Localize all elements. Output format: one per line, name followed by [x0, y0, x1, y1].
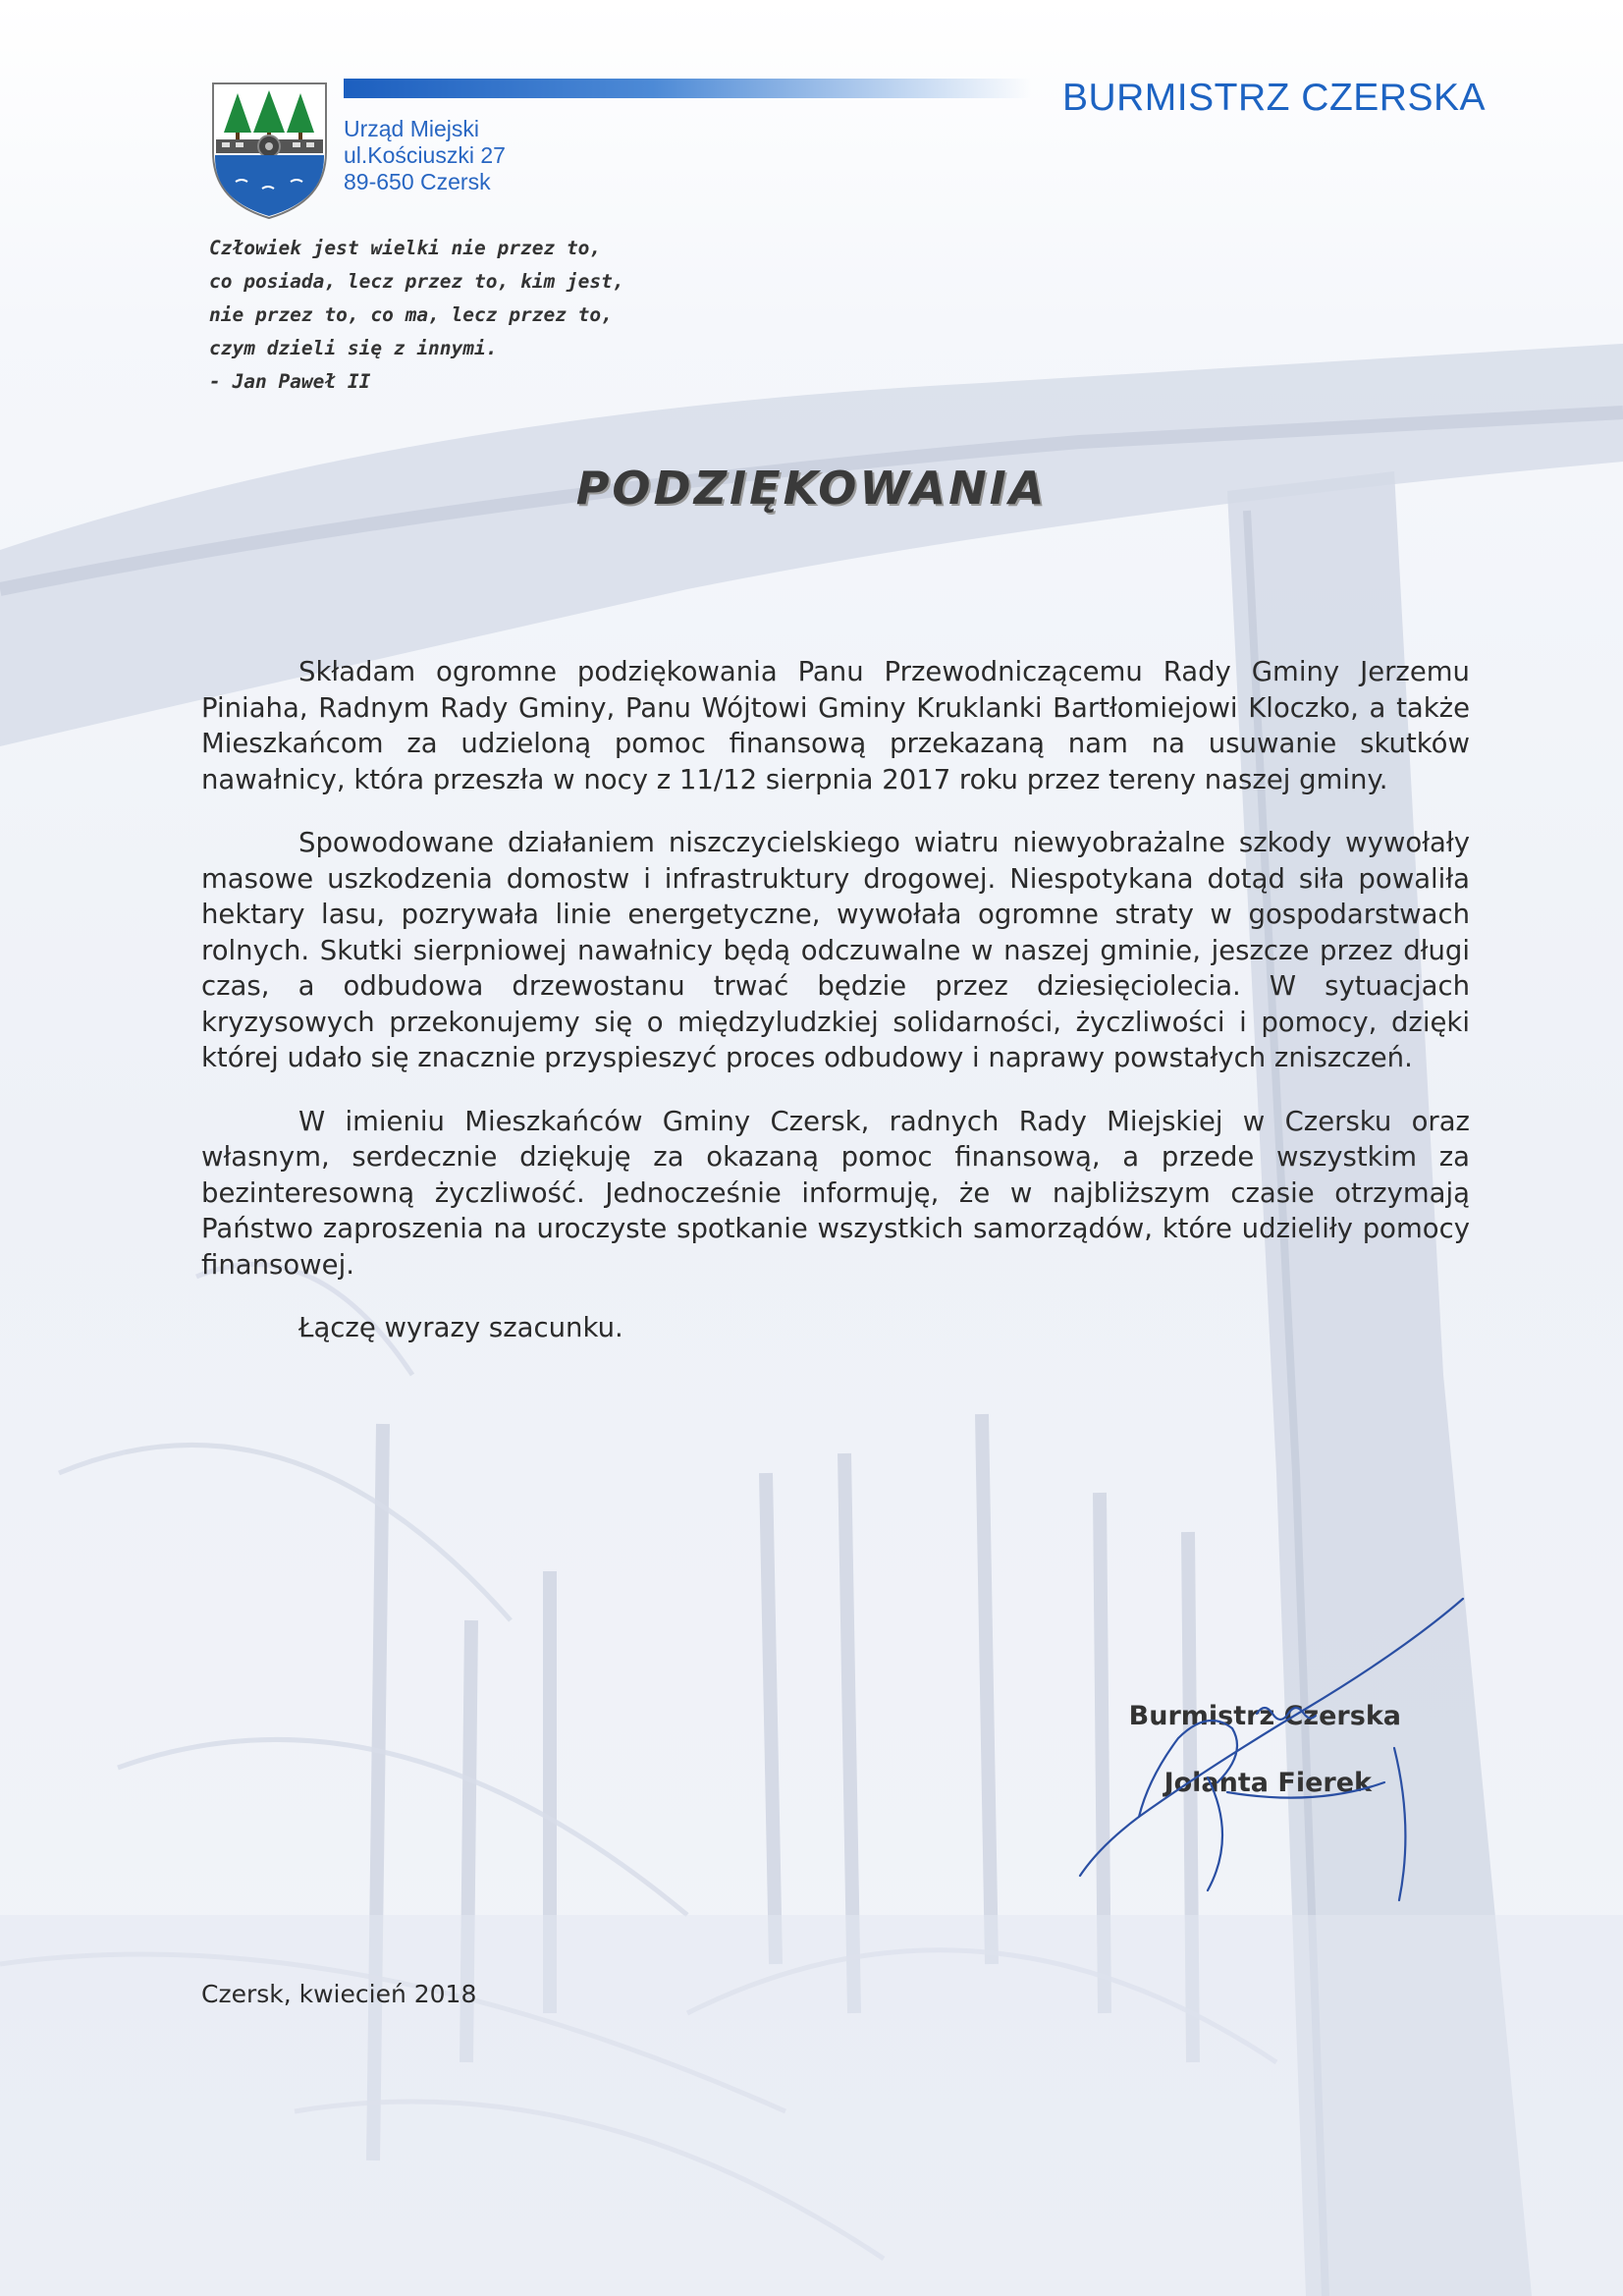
letter-body: [201, 654, 1470, 1346]
body-paragraph: W imieniu Mieszkańców Gminy Czersk, radnych Rady Miejskiej w Czersku oraz własnym, serdecznie dziękuję za okazaną pomoc finansową, a przede wszystkim za bezinteresowną życzliwość. Jednocześnie informuję, że w najbliższym czasie otrzymają Państwo zaproszenia na uroczyste spotkanie wszystkich samorządów, które udzieliły pomocy finansowej.: [201, 1105, 1470, 1281]
czersk-coat-of-arms-icon: [208, 79, 331, 221]
signatory-name: Jolanta Fierek: [1163, 1768, 1372, 1798]
quote-line: nie przez to, co ma, lecz przez to,: [209, 303, 613, 326]
mayor-heading: BURMISTRZ CZERSKA: [1061, 77, 1486, 119]
closing-line: Łączę wyrazy szacunku.: [298, 1312, 623, 1343]
body-paragraph: Składam ogromne podziękowania Panu Przewodniczącemu Rady Gminy Jerzemu Piniaha, Radnym Rady Gminy, Panu Wójtowi Gminy Kruklanki Bartłomiejowi Kloczko, a także Mieszkańcom za udzieloną pomoc finansową przekazaną nam na usuwanie skutków nawałnicy, która przeszła w nocy z 11/12 sierpnia 2017 roku przez tereny naszej gminy.: [201, 656, 1470, 795]
place-and-date: Czersk, kwiecień 2018: [201, 1980, 477, 2008]
office-address: [344, 116, 506, 195]
handwritten-signature-icon: [1060, 1581, 1492, 1905]
body-paragraph: Spowodowane działaniem niszczycielskiego wiatru niewyobrażalne szkody wywołały masowe uszkodzenia domostw i infrastruktury drogowej. Niespotykana dotąd siła powaliła hektary lasu, pozrywała linie energetyczne, wywołała ogromne straty w gospodarstwach rolnych. Skutki sierpniowej nawałnicy będą odczuwalne w naszej gminie, jeszcze przez długi czas, a odbudowa drzewostanu trwać będzie przez dziesięciolecia. W sytuacjach kryzysowych przekonujemy się o międzyludzkiej solidarności, życzliwości i pomocy, dzięki której udało się znacznie przyspieszyć proces odbudowy i naprawy powstałych zniszczeń.: [201, 827, 1470, 1073]
office-name: Urząd Miejski: [344, 116, 480, 141]
quote-line: co posiada, lecz przez to, kim jest,: [209, 270, 624, 293]
office-postal: 89-650 Czersk: [344, 169, 491, 194]
header-gradient-bar: [344, 79, 1031, 98]
office-street: ul.Kościuszki 27: [344, 142, 506, 168]
quote-author: - Jan Paweł II: [209, 370, 371, 393]
quote-line: Człowiek jest wielki nie przez to,: [209, 237, 602, 259]
signatory-title: Burmistrz Czerska: [1128, 1701, 1401, 1731]
quote-block: [209, 232, 624, 399]
quote-line: czym dzieli się z innymi.: [209, 337, 498, 359]
document-title: PODZIĘKOWANIA: [575, 462, 1048, 515]
